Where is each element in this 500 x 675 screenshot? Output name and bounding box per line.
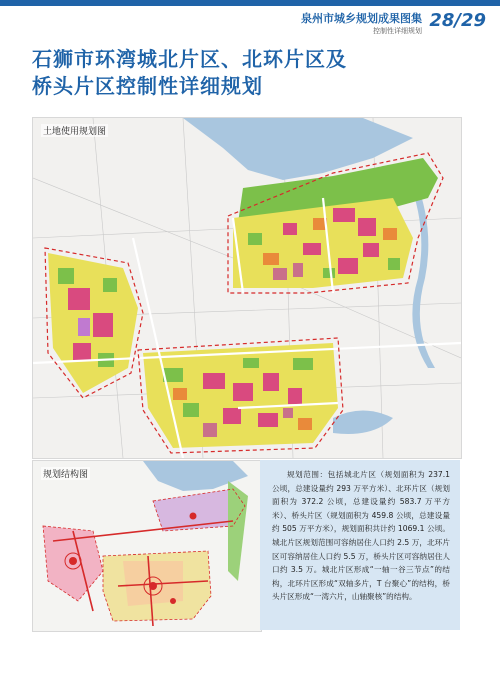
land-use-map: [32, 117, 462, 459]
series-subtitle: 控制性详细规划: [373, 27, 422, 35]
structure-map-label: 规划结构图: [41, 467, 90, 480]
page-title-line-2: 桥头片区控制性详细规划: [32, 74, 263, 98]
land-use-map-label: 土地使用规划图: [41, 124, 108, 137]
page-number: 28/29: [429, 10, 486, 31]
land-use-map-drawing: [33, 118, 461, 458]
structure-map: [32, 460, 262, 632]
series-title: 泉州市城乡规划成果图集: [301, 12, 422, 25]
page-title-line-1: 石狮市环湾城北片区、北环片区及: [32, 47, 347, 71]
structure-map-drawing: [33, 461, 261, 631]
page-title: [32, 46, 472, 100]
top-color-bar: [0, 0, 500, 6]
planning-description: 规划范围：包括城北片区（规划面积为 237.1 公顷，总建设量约 293 万平方米）、北环片区（规划面积为 372.2 公顷，总建设量约 583.7 万平方米）、桥头片区（规划面积为 459.8 公顷，总建设量约 505 万平方米），规划面积共计约 1069.1 公顷。城北片区规划范围可容纳居住人口约 2.5 万，北环片区可容纳居住人口约 5.5 万，桥头片区可容纳居住人口约 3.5 万。城北片区形成“一轴一谷三节点”的结构，北环片区形成“双轴多片，T 台聚心”的结构，桥头片区形成“一湾六片，山轴聚核”的结构。: [260, 460, 460, 630]
